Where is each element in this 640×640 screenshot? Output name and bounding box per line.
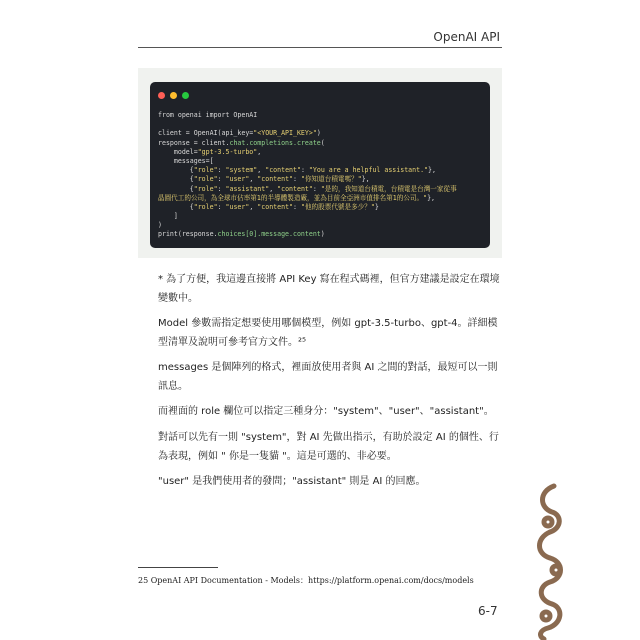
code-line <box>158 148 482 157</box>
code-token: "user" <box>225 175 250 184</box>
code-line <box>158 212 482 221</box>
code-token: "role" <box>193 175 218 184</box>
code-token: ) <box>158 221 162 230</box>
code-token: "content" <box>277 184 313 193</box>
code-line <box>158 111 482 120</box>
code-token: messages=[ <box>158 156 214 165</box>
code-line <box>158 185 482 194</box>
code-token: ) <box>316 129 321 138</box>
paragraph-role: 而裡面的 role 欄位可以指定三種身分："system"、"user"、"assistant"。 <box>158 406 494 417</box>
code-token: : <box>217 202 226 211</box>
code-token: ] <box>158 212 178 221</box>
code-token: "role" <box>193 184 218 193</box>
code-token: "user" <box>225 202 250 211</box>
code-line <box>158 129 482 138</box>
code-token: { <box>158 202 194 211</box>
code-token: "role" <box>193 166 218 175</box>
code-token: ( <box>320 138 325 147</box>
code-token: "You are a helpful assistant." <box>308 166 429 175</box>
page-number: 6-7 <box>478 604 498 618</box>
code-token: : <box>293 202 301 211</box>
code-token: , <box>257 147 262 156</box>
footnote-rule <box>138 567 218 568</box>
code-token: : <box>293 175 301 184</box>
code-token: chat.completions.create <box>229 138 321 147</box>
footnote: 25 OpenAI API Documentation - Models：https://platform.openai.com/docs/models <box>138 576 474 585</box>
code-token: "gpt-3.5-turbo" <box>197 147 258 156</box>
code-line <box>158 166 482 175</box>
code-token: "content" <box>257 175 294 184</box>
paragraph-messages: messages 是個陣列的格式，裡面放使用者與 AI 之間的對話，最短可以一則訊息。 <box>158 362 498 392</box>
code-token: "assistant" <box>225 184 270 193</box>
code-token: { <box>158 184 194 193</box>
code-token: , <box>249 202 258 211</box>
code-line <box>158 203 482 212</box>
code-token: , <box>269 184 278 193</box>
code-window <box>150 82 490 248</box>
code-token: : <box>300 166 309 175</box>
code-token: ) <box>320 230 325 239</box>
paragraph-user-assistant: "user" 是我們使用者的發問；"assistant" 則是 AI 的回應。 <box>158 476 426 487</box>
code-token: }, <box>361 175 370 184</box>
running-header: OpenAI API <box>433 30 500 44</box>
code-token: print(response. <box>158 230 218 239</box>
code-token: }, <box>428 166 436 175</box>
window-controls <box>158 92 482 99</box>
code-token: , <box>257 166 266 175</box>
code-token: client = OpenAI(api_key= <box>158 129 254 138</box>
code-line <box>158 157 482 166</box>
code-token: "你知道台積電嗎？" <box>300 175 362 184</box>
code-token: model= <box>158 147 198 156</box>
green-dot-icon <box>182 92 189 99</box>
code-token: response = client. <box>158 138 230 147</box>
paragraph-model: Model 參數需指定想要使用哪個模型，例如 gpt-3.5-turbo、gpt-4。詳細模型清單及說明可參考官方文件。²⁵ <box>158 318 498 348</box>
code-token: : <box>217 184 226 193</box>
code-line <box>158 175 482 184</box>
code-line <box>158 230 482 239</box>
code-token: from openai import OpenAI <box>158 111 258 119</box>
yellow-dot-icon <box>170 92 177 99</box>
code-line <box>158 194 482 203</box>
code-token: "role" <box>193 202 218 211</box>
code-line <box>158 221 482 230</box>
code-token: "content" <box>257 202 294 211</box>
code-token: "是的，我知道台積電，台積電是台灣一家從事 <box>320 184 457 193</box>
code-line <box>158 139 482 148</box>
code-token: "他的股票代號是多少？" <box>300 202 375 211</box>
ornament-icon <box>528 482 568 640</box>
code-token: } <box>374 202 379 211</box>
code-token: "system" <box>225 166 258 175</box>
code-block <box>158 111 482 240</box>
code-token: : <box>217 175 226 184</box>
code-token: , <box>249 175 258 184</box>
code-screenshot <box>138 68 502 258</box>
code-token: { <box>158 166 194 175</box>
code-token: "content" <box>265 166 301 175</box>
code-token: : <box>312 184 321 193</box>
code-token: "<YOUR_API_KEY>" <box>253 129 317 138</box>
code-token: { <box>158 175 194 184</box>
header-rule <box>138 47 502 48</box>
red-dot-icon <box>158 92 165 99</box>
code-line <box>158 120 482 129</box>
code-token: 晶圓代工的公司，為全球市佔率第1的半導體製造廠，並為目前全亞洲市值排名第1的公司。" <box>158 193 428 202</box>
code-token: choices[0].message.content <box>217 230 321 239</box>
code-token: : <box>217 166 226 175</box>
code-token: }, <box>427 193 436 202</box>
paragraph-system: 對話可以先有一則 "system"，對 AI 先做出指示，有助於設定 AI 的個性、行為表現，例如 " 你是一隻貓 "。這是可選的、非必要。 <box>158 432 499 462</box>
paragraph-note: * 為了方便，我這邊直接將 API Key 寫在程式碼裡，但官方建議是設定在環境變數中。 <box>158 274 500 304</box>
